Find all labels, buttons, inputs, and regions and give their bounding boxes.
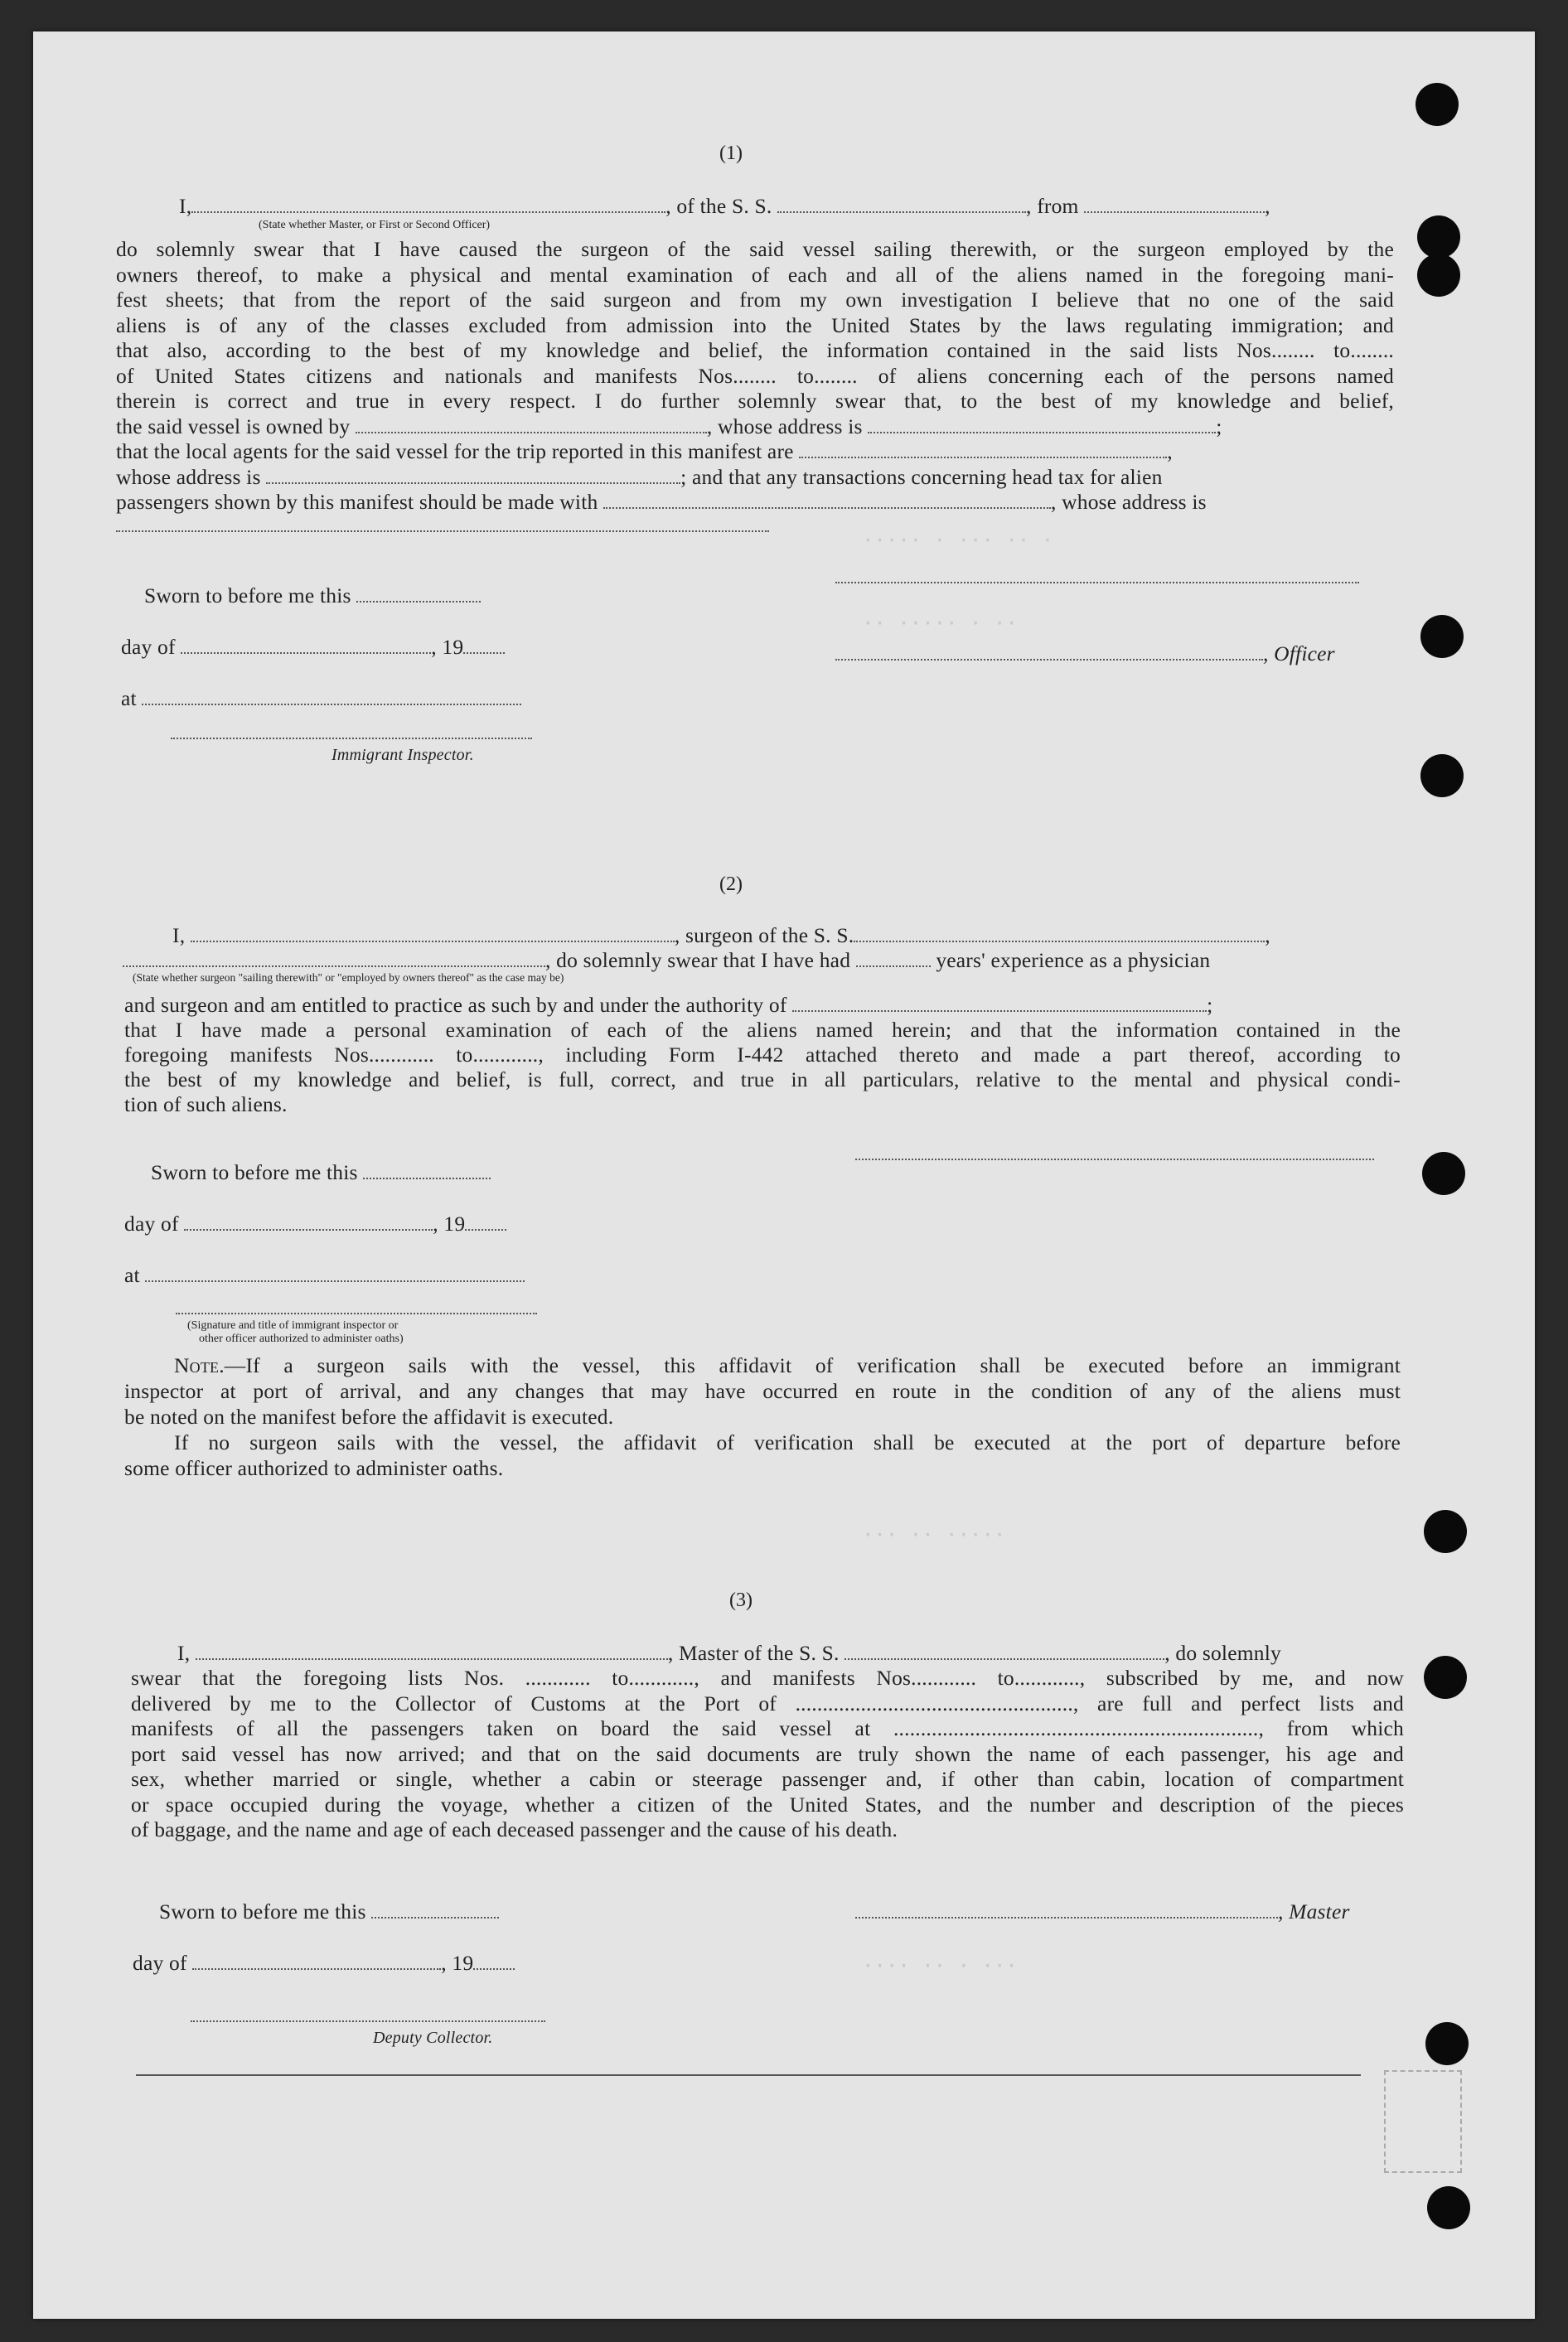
s1-address-rule: [116, 530, 769, 532]
s1-inspector-label: Immigrant Inspector.: [332, 746, 474, 764]
s1-sworn: Sworn to before me this: [144, 583, 481, 608]
s1-day: day of , 19: [121, 635, 505, 660]
punch-hole: [1424, 1656, 1467, 1699]
bleed-through-text: ···· ·· · ···: [862, 1954, 1018, 1977]
s2-line-2: , do solemnly swear that I have had years' experience as a physician: [123, 948, 1210, 973]
punch-hole: [1427, 2186, 1470, 2229]
s1-owned-line: the said vessel is owned by , whose address is ;: [116, 414, 1222, 438]
s3-collector-rule: [191, 2020, 545, 2022]
section-2-number: (2): [719, 873, 743, 895]
s2-text-line: the best of my knowledge and belief, is full, correct, and true in all particulars, relative to the mental and physical condi-: [124, 1067, 1401, 1091]
s3-text-line: manifests of all the passengers taken on board the said vessel at ..................................................................., from which: [131, 1716, 1404, 1740]
s3-text-last: of baggage, and the name and age of each deceased passenger and the cause of his death.: [131, 1817, 898, 1841]
s2-note-line: inspector at port of arrival, and any changes that may have occurred en route in the condition of any of the aliens must: [124, 1379, 1401, 1403]
s3-text-line: delivered by me to the Collector of Customs at the Port of ..................................................., are full and perfect lists and: [131, 1691, 1404, 1715]
s1-whose-line: whose address is ; and that any transactions concerning head tax for alien: [116, 464, 1163, 489]
s1-signature-rule: [835, 582, 1359, 583]
s2-signature-rule: [855, 1159, 1374, 1160]
s3-text-line: sex, whether married or single, whether a cabin or steerage passenger and, if other than cabin, location of compartment: [131, 1767, 1404, 1791]
s1-text-line: that also, according to the best of my knowledge and belief, the information contained in the said lists Nos........ to........: [116, 338, 1394, 362]
punch-hole: [1424, 1510, 1467, 1553]
s3-paragraph: [131, 1666, 1404, 1843]
s1-agents-line: that the local agents for the said vessel for the trip reported in this manifest are ,: [116, 439, 1173, 463]
s3-text-line: or space occupied during the voyage, whether a citizen of the United States, and the number and description of the pieces: [131, 1792, 1404, 1817]
s2-note-last: be noted on the manifest before the affidavit is executed.: [124, 1405, 614, 1429]
s2-day: day of , 19: [124, 1212, 506, 1236]
s1-line-1: I, , of the S. S. , from ,: [179, 194, 1270, 218]
s2-sworn: Sworn to before me this: [151, 1160, 491, 1185]
s2-text-line: that I have made a personal examination of each of the aliens named herein; and that the information contained in the: [124, 1018, 1401, 1042]
faded-stamp: [1384, 2070, 1462, 2173]
section-1-number: (1): [719, 143, 743, 164]
s1-inspector-rule: [171, 738, 532, 739]
s3-master-line: , Master: [855, 1899, 1350, 1924]
s3-collector-label: Deputy Collector.: [373, 2029, 493, 2047]
s1-text-line: of United States citizens and nationals and manifests Nos........ to........ of aliens concerning each of the persons named: [116, 363, 1394, 388]
s2-text-line: foregoing manifests Nos............ to............, including Form I-442 attached thereto and made a part thereof, according to: [124, 1043, 1401, 1067]
s2-sig-hint-2: other officer authorized to administer oaths): [199, 1333, 404, 1345]
punch-hole: [1425, 2022, 1469, 2065]
s1-text-line: do solemnly swear that I have caused the surgeon of the said vessel sailing therewith, or the surgeon employed by the: [116, 237, 1394, 261]
bottom-rule: [136, 2074, 1361, 2076]
s2-sig-hint-1: (Signature and title of immigrant inspector or: [187, 1319, 399, 1332]
s2-note-line: Note.—If a surgeon sails with the vessel, this affidavit of verification shall be executed before an immigrant: [174, 1353, 1401, 1377]
s3-text-line: swear that the foregoing lists Nos. ............ to............, and manifests Nos............ to............, subscribed by me, and now: [131, 1666, 1404, 1690]
punch-hole: [1420, 615, 1464, 658]
s2-note2-line: If no surgeon sails with the vessel, the affidavit of verification shall be executed at the port of departure before: [174, 1430, 1401, 1454]
s1-passengers-line: passengers shown by this manifest should be made with , whose address is: [116, 490, 1207, 514]
s2-at: at: [124, 1263, 525, 1288]
punch-hole: [1417, 215, 1460, 259]
punch-hole: [1416, 83, 1459, 126]
s3-text-line: port said vessel has now arrived; and that on the said documents are truly shown the name of each passenger, his age and: [131, 1741, 1404, 1766]
s2-line-1: I, , surgeon of the S. S. ,: [172, 923, 1270, 947]
s1-officer-hint: (State whether Master, or First or Second Officer): [259, 219, 491, 231]
s1-text-line: therein is correct and true in every respect. I do further solemnly swear that, to the best of my knowledge and belief,: [116, 389, 1394, 413]
bleed-through-text: ·· ····· · ··: [862, 612, 1018, 635]
s1-text-line: fest sheets; that from the report of the said surgeon and from my own investigation I believe that no one of the said: [116, 288, 1394, 312]
s1-text-line: aliens is of any of the classes excluded from admission into the United States by the laws regulating immigration; and: [116, 312, 1394, 337]
s2-inspector-rule: [176, 1313, 537, 1314]
s2-note2-last: some officer authorized to administer oaths.: [124, 1456, 504, 1480]
s1-paragraph: [116, 237, 1394, 515]
s2-text-last: tion of such aliens.: [124, 1092, 288, 1116]
s3-sworn: Sworn to before me this: [159, 1899, 499, 1924]
s1-text-line: owners thereof, to make a physical and mental examination of each and all of the aliens named in the foregoing mani-: [116, 262, 1394, 287]
bleed-through-text: ····· · ··· ·· ·: [862, 529, 1054, 552]
s1-at: at: [121, 686, 521, 711]
punch-hole: [1420, 754, 1464, 797]
punch-hole: [1422, 1152, 1465, 1195]
section-3-number: (3): [729, 1590, 753, 1611]
s2-authority-line: and surgeon and am entitled to practice as such by and under the authority of ;: [124, 993, 1213, 1017]
s3-day: day of , 19: [133, 1951, 515, 1976]
s2-paragraph: [124, 993, 1401, 1117]
s3-line-1: I, , Master of the S. S. , do solemnly: [177, 1641, 1281, 1665]
s1-officer-line: , Officer: [835, 641, 1335, 666]
manifest-page: [33, 31, 1535, 2319]
punch-hole: [1417, 254, 1460, 297]
bleed-through-text: ··· ·· ·····: [862, 1523, 1006, 1546]
note-label: Note.: [174, 1353, 225, 1377]
s2-note: [124, 1352, 1401, 1481]
s2-surgeon-hint: (State whether surgeon "sailing therewith" or "employed by owners thereof" as the case may be): [133, 971, 564, 984]
